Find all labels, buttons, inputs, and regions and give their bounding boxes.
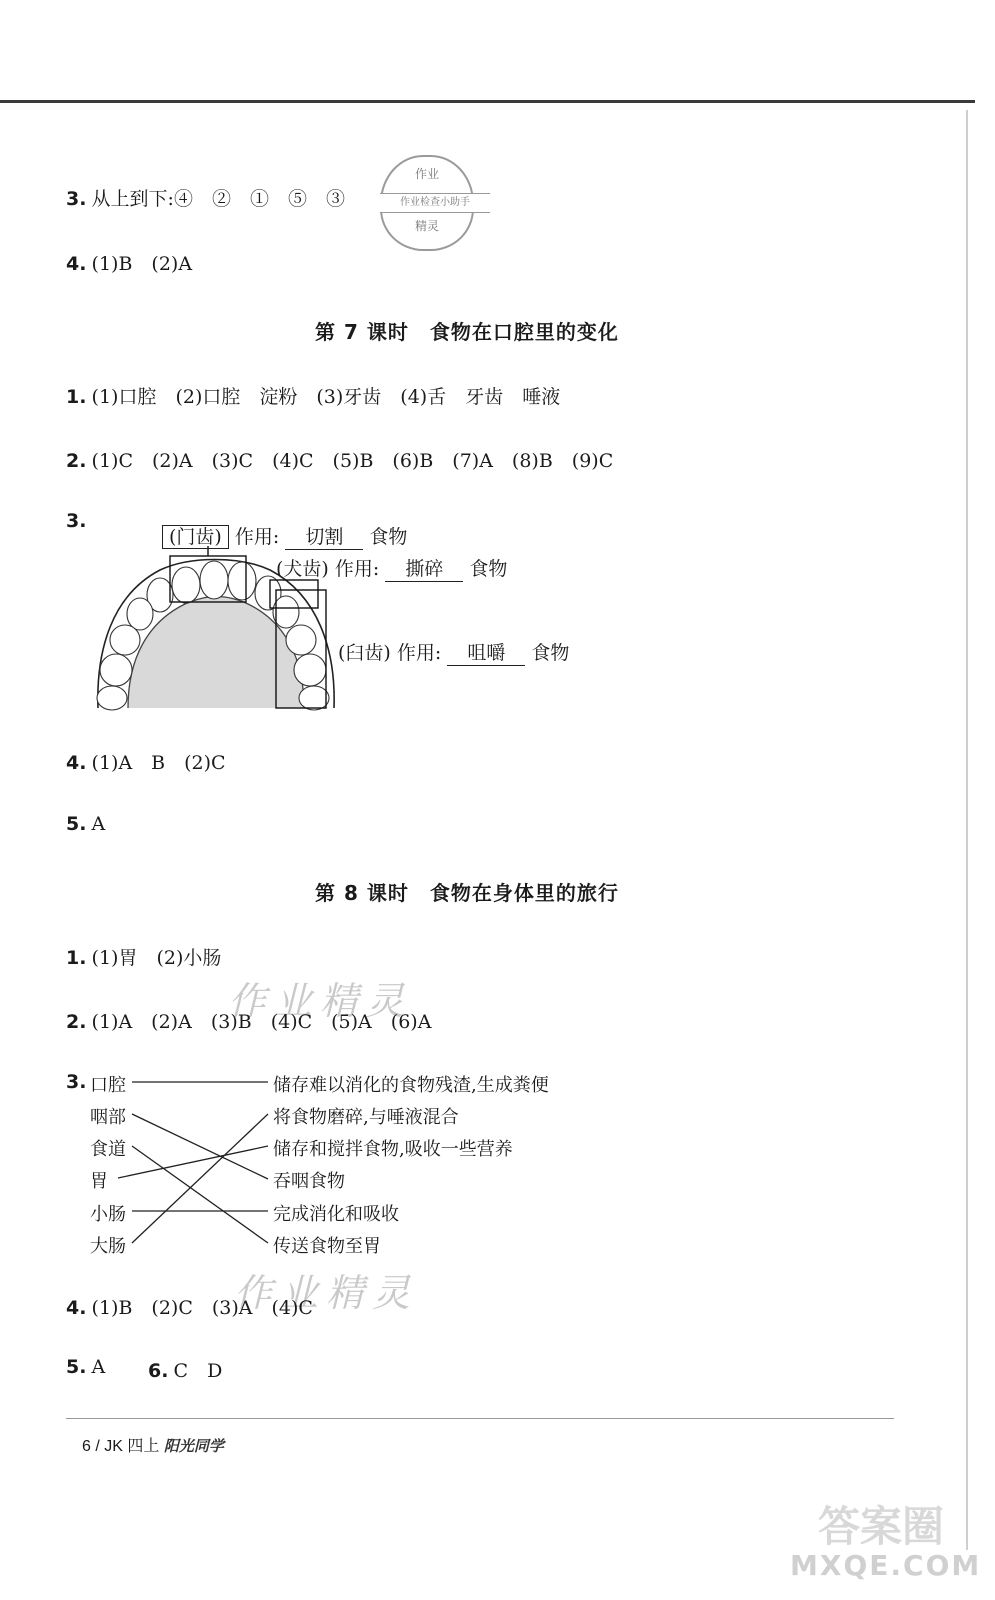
l7-answer-4: 4. (1)A B (2)C	[66, 752, 226, 774]
l7-answer-1: 1. (1)口腔 (2)口腔 淀粉 (3)牙齿 (4)舌 牙齿 唾液	[66, 386, 561, 408]
page-number: 6	[82, 1438, 91, 1455]
organ-item: 胃	[90, 1171, 108, 1192]
organ-item: 咽部	[90, 1107, 126, 1128]
tooth-name: (门齿)	[162, 525, 229, 549]
lesson8-heading: 第 8 课时 食物在身体里的旅行	[315, 881, 619, 905]
answer-4-prev: 4. (1)B (2)A	[66, 253, 193, 275]
watermark: 作业精灵	[228, 979, 413, 1023]
tooth-name: (臼齿)	[338, 642, 391, 664]
function-item: 吞咽食物	[273, 1171, 345, 1192]
l8-answer-3-num: 3.	[66, 1071, 87, 1093]
function-item: 储存难以消化的食物残渣,生成粪便	[273, 1075, 549, 1096]
watermark: 作业精灵	[234, 1271, 419, 1315]
l8-answer-5: 5. A	[66, 1356, 106, 1378]
l8-answer-6: 6. C D	[148, 1360, 223, 1382]
l8-answer-2: 2. (1)A (2)A (3)B (4)C (5)A (6)A	[66, 1011, 432, 1033]
tooth-row-molar: (臼齿) 作用: 咀嚼 食物	[338, 638, 569, 666]
function-item: 储存和搅拌食物,吸收一些营养	[273, 1139, 513, 1160]
function-item: 将食物磨碎,与唾液混合	[273, 1107, 459, 1128]
answer-blank: 撕碎	[385, 554, 463, 582]
page-footer: 6 / JK 四上 阳光同学	[82, 1437, 224, 1455]
l7-answer-5: 5. A	[66, 813, 106, 835]
function-item: 完成消化和吸收	[273, 1204, 399, 1225]
organ-item: 食道	[90, 1139, 126, 1160]
answer-3-prev: 3. 从上到下:④ ② ① ⑤ ③	[66, 188, 345, 210]
function-item: 传送食物至胃	[273, 1236, 381, 1257]
answer-blank: 咀嚼	[447, 638, 525, 666]
answer-blank: 切割	[285, 522, 363, 550]
stamp-band: 作业检查小助手	[380, 193, 490, 213]
corner-url: MXQE.COM	[790, 1549, 982, 1582]
l8-answer-4: 4. (1)B (2)C (3)A (4)C	[66, 1297, 313, 1319]
corner-logo: 答案圈	[818, 1502, 945, 1551]
l7-answer-3-num: 3.	[66, 510, 87, 532]
tooth-name: (犬齿)	[276, 558, 329, 580]
stamp-bottom: 精灵	[414, 219, 439, 233]
organ-item: 大肠	[90, 1236, 126, 1257]
l7-answer-2: 2. (1)C (2)A (3)C (4)C (5)B (6)B (7)A (8)B (9)C	[66, 450, 614, 472]
brand-logo: 阳光同学	[163, 1437, 224, 1455]
organ-item: 小肠	[90, 1204, 126, 1225]
footer-rule	[66, 1418, 894, 1419]
l8-answer-1: 1. (1)胃 (2)小肠	[66, 947, 222, 969]
tooth-row-canine: (犬齿) 作用: 撕碎 食物	[276, 554, 507, 582]
organ-item: 口腔	[90, 1075, 126, 1096]
tooth-row-incisor: (门齿) 作用: 切割 食物	[162, 522, 407, 550]
lesson7-heading: 第 7 课时 食物在口腔里的变化	[315, 320, 619, 344]
stamp-top: 作业	[414, 167, 439, 181]
